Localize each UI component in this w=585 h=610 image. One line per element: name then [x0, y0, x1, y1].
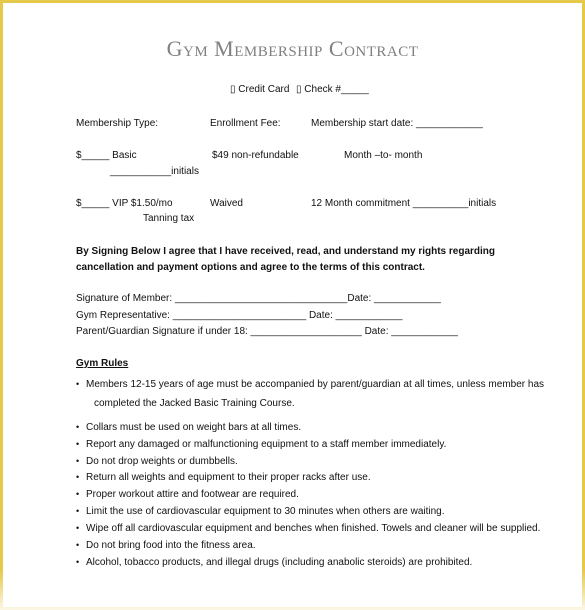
bullet-icon: •	[76, 422, 80, 432]
page-title: Gym Membership Contract	[166, 36, 419, 61]
rule-item: Limit the use of cardiovascular equipment to 30 minutes when others are waiting.	[86, 506, 445, 517]
rules-heading: Gym Rules	[76, 358, 129, 369]
vip-tanning-note: Tanning tax	[143, 213, 195, 224]
basic-fee: $49 non-refundable	[212, 150, 299, 161]
credit-card-option: ▯ Credit Card	[230, 84, 290, 95]
start-date-field: Membership start date: ____________	[311, 118, 483, 129]
vip-commitment-field: 12 Month commitment __________initials	[311, 198, 497, 209]
guardian-signature-field: Parent/Guardian Signature if under 18: ____________________ Date: ____________	[76, 326, 458, 337]
vip-fee: Waived	[210, 198, 243, 209]
rule-item: Proper workout attire and footwear are required.	[86, 489, 299, 500]
bullet-icon: •	[76, 379, 80, 389]
vip-price-field: $_____ VIP $1.50/mo	[76, 198, 173, 209]
rule-item: Wipe off all cardiovascular equipment and benches when finished. Towels and cleaner will be supplied.	[86, 523, 541, 534]
rule-item-continued: completed the Jacked Basic Training Course.	[94, 398, 295, 409]
member-signature-field: Signature of Member: _______________________________Date: ____________	[76, 293, 441, 304]
basic-price-field: $_____ Basic	[76, 150, 137, 161]
bullet-icon: •	[76, 506, 80, 516]
agreement-line-1: By Signing Below I agree that I have received, read, and understand my rights regarding	[76, 246, 495, 257]
bottom-fade	[0, 570, 585, 610]
membership-type-label: Membership Type:	[76, 118, 159, 129]
rule-item: Do not drop weights or dumbbells.	[86, 456, 238, 467]
rule-item: Alcohol, tobacco products, and illegal drugs (including anabolic steroids) are prohibited.	[86, 557, 473, 568]
bullet-icon: •	[76, 472, 80, 482]
bullet-icon: •	[76, 489, 80, 499]
agreement-line-2: cancellation and payment options and agree to the terms of this contract.	[76, 262, 425, 273]
rule-item: Return all weights and equipment to their proper racks after use.	[86, 472, 371, 483]
bullet-icon: •	[76, 456, 80, 466]
rule-item: Report any damaged or malfunctioning equipment to a staff member immediately.	[86, 439, 447, 450]
bullet-icon: •	[76, 439, 80, 449]
bullet-icon: •	[76, 557, 80, 567]
check-option: ▯ Check #_____	[296, 84, 369, 95]
enrollment-fee-label: Enrollment Fee:	[210, 118, 281, 129]
rule-item: Collars must be used on weight bars at all times.	[86, 422, 302, 433]
rule-item: Members 12-15 years of age must be accompanied by parent/guardian at all times, unless member has	[86, 379, 545, 390]
rep-signature-field: Gym Representative: ________________________ Date: ____________	[76, 310, 403, 321]
bullet-icon: •	[76, 523, 80, 533]
bullet-icon: •	[76, 540, 80, 550]
basic-term: Month –to- month	[344, 150, 423, 161]
rule-item: Do not bring food into the fitness area.	[86, 540, 256, 551]
basic-initials-field: ___________initials	[110, 166, 199, 177]
